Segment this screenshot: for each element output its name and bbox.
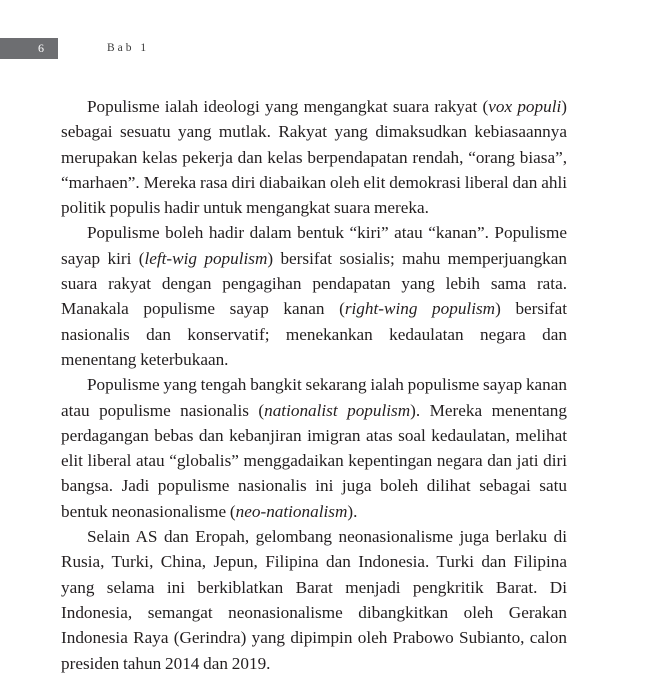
body-text bbox=[61, 94, 567, 676]
italic-term: nationalist populism bbox=[264, 400, 411, 420]
italic-term: right-wing populism bbox=[344, 299, 496, 319]
paragraph-4 bbox=[61, 524, 567, 676]
paragraph-2 bbox=[61, 220, 567, 372]
text-segment: Selain AS dan Eropah, gelombang neonasionalisme juga berlaku di Rusia, Turki, China, Jepun, Filipina dan Indonesia. Turki dan Filipina yang selama ini berkiblatkan Barat menjadi pengkritik Barat. Di Indonesia, semangat neonasionalisme dibangkitkan oleh Gerakan Indonesia Raya (Gerindra) yang dipimpin oleh Prabowo Subianto, calon presiden tahun 2014 dan 2019. bbox=[61, 527, 567, 673]
chapter-label: Bab 1 bbox=[107, 42, 150, 54]
text-segment: ). Mereka menentang perdagangan bebas dan kebanjiran imigran atas soal kedaulatan, melihat elit liberal atau “globalis” menggadaikan kepentingan negara dan jati diri bangsa. Jadi populisme nasionalis ini juga boleh dilihat sebagai satu bentuk neonasionalisme ( bbox=[61, 400, 567, 521]
text-segment: ) sebagai sesuatu yang mutlak. Rakyat yang dimaksudkan kebiasaannya merupakan kelas pekerja dan kelas berpendapatan rendah, “orang biasa”, “marhaen”. Mereka rasa diri diabaikan oleh elit demokrasi liberal dan ahli politik populis hadir untuk mengangkat suara mereka. bbox=[61, 97, 567, 218]
text-segment: Populisme ialah ideologi yang mengangkat suara rakyat ( bbox=[87, 97, 489, 116]
page-number: 6 bbox=[38, 41, 44, 55]
text-segment: Populisme boleh hadir dalam bentuk “kiri” atau “kanan”. Populisme sayap kiri ( bbox=[61, 223, 567, 268]
text-segment: ) bersifat sosialis; mahu memperjuangkan suara rakyat dengan pengagihan pendapatan yang lebih sama rata. Manakala populisme sayap kanan ( bbox=[61, 248, 567, 319]
paragraph-3 bbox=[61, 372, 567, 524]
italic-term: left-wig populism bbox=[144, 248, 268, 268]
text-segment: ) bersifat nasionalis dan konservatif; menekankan kedaulatan negara dan menentang keterbukaan. bbox=[61, 299, 567, 369]
paragraph-1 bbox=[61, 94, 567, 220]
italic-term: neo-nationalism bbox=[235, 501, 348, 521]
italic-term: vox populi bbox=[488, 97, 562, 116]
text-segment: ). bbox=[347, 501, 358, 521]
text-segment: Populisme yang tengah bangkit sekarang ialah populisme sayap kanan atau populisme nasionalis ( bbox=[61, 375, 567, 420]
